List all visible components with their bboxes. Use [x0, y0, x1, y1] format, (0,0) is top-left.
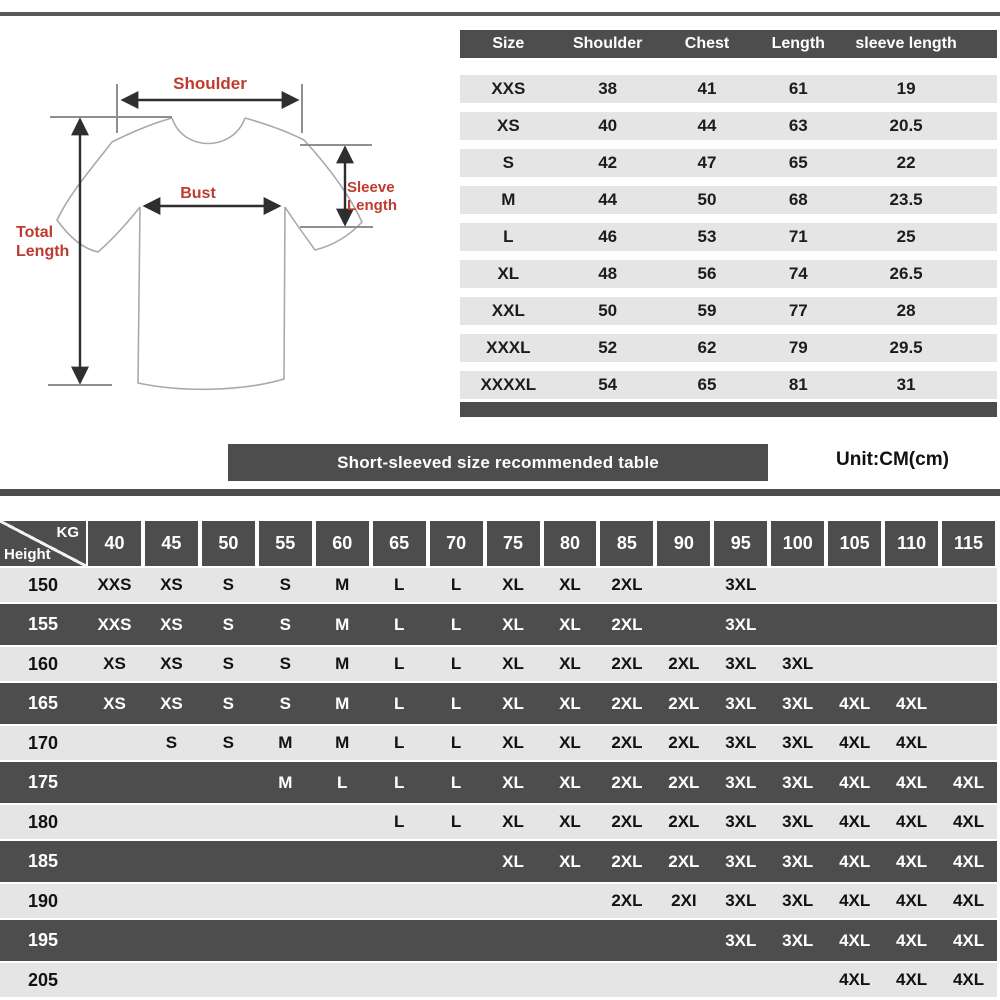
weight-column-header: 45: [145, 521, 198, 566]
fit-table-row: [0, 963, 997, 997]
size-table-cell: XXXXL: [480, 375, 537, 394]
height-row-header: 165: [27, 693, 59, 713]
recommended-size-cell: L: [393, 693, 405, 713]
height-row-header: 195: [27, 930, 59, 950]
recommended-size-cell: L: [393, 614, 405, 634]
recommended-size-cell: S: [222, 733, 235, 752]
recommended-size-cell: M: [335, 693, 350, 713]
fit-table-row: [0, 884, 997, 918]
recommended-size-cell: XL: [502, 575, 524, 594]
recommended-size-cell: 2XL: [611, 575, 643, 594]
recommended-size-cell: 4XL: [896, 693, 928, 713]
recommended-size-cell: XL: [559, 614, 581, 634]
recommended-size-cell: S: [279, 614, 291, 634]
recommended-size-cell: 3XL: [725, 891, 757, 910]
recommended-size-cell: 4XL: [896, 851, 928, 871]
size-table-cell: 62: [697, 338, 717, 357]
size-table-cell: 19: [896, 79, 916, 98]
size-table-row: [460, 334, 997, 362]
recommended-size-cell: 3XL: [782, 851, 814, 871]
recommended-size-cell: XL: [502, 733, 524, 752]
recommended-size-cell: 4XL: [952, 930, 985, 950]
recommended-table-title-banner: [228, 444, 768, 481]
size-table-cell: 25: [896, 227, 916, 246]
recommended-size-cell: 3XL: [782, 930, 814, 950]
recommended-size-cell: 4XL: [839, 812, 871, 831]
weight-column-header: 100: [771, 521, 824, 566]
size-table-cell: XS: [496, 116, 520, 135]
size-table-cell: 74: [788, 264, 808, 283]
recommended-size-cell: 2XL: [611, 891, 643, 910]
recommended-size-cell: 3XL: [725, 575, 757, 594]
bust-measure-label: Bust: [180, 185, 216, 202]
size-table-cell: XXL: [491, 301, 525, 320]
recommended-size-cell: XS: [160, 693, 183, 713]
recommended-size-cell: 4XL: [952, 772, 985, 792]
recommended-size-cell: 4XL: [839, 733, 871, 752]
banner-title: Short-sleeved size recommended table: [337, 452, 659, 472]
size-table-cell: 53: [697, 227, 717, 246]
recommended-size-cell: 3XL: [782, 654, 814, 673]
recommended-size-cell: S: [279, 654, 291, 673]
size-table-row: [460, 149, 997, 177]
recommended-size-cell: 4XL: [896, 970, 928, 989]
height-row-header: 155: [27, 614, 59, 634]
recommended-size-cell: 2XL: [611, 654, 643, 673]
height-corner-label: Height: [4, 546, 51, 563]
size-table-cell: 20.5: [889, 116, 923, 135]
recommended-size-cell: XL: [502, 851, 524, 871]
weight-column-header: 40: [88, 521, 141, 566]
recommended-size-cell: S: [222, 693, 235, 713]
recommended-size-cell: S: [222, 575, 235, 594]
weight-column-header: 60: [316, 521, 369, 566]
recommended-size-cell: 4XL: [839, 970, 871, 989]
size-table-body: [460, 75, 997, 399]
recommended-size-cell: XS: [160, 654, 183, 673]
recommended-size-cell: 3XL: [725, 812, 757, 831]
recommended-size-cell: 4XL: [896, 733, 928, 752]
size-table-cell: 23.5: [889, 190, 923, 209]
recommended-size-cell: XL: [559, 851, 581, 871]
recommended-size-cell: L: [337, 772, 348, 792]
recommended-size-cell: 4XL: [896, 930, 928, 950]
size-column-header: Length: [771, 35, 825, 52]
size-table-cell: 44: [697, 116, 717, 135]
size-table-cell: 61: [788, 79, 808, 98]
size-table-cell: 77: [788, 301, 808, 320]
sleeve-length-measure-label: Sleeve Length: [347, 179, 397, 214]
recommended-size-cell: 2XL: [668, 772, 700, 792]
recommended-size-cell: XL: [559, 812, 581, 831]
height-row-header: 205: [27, 969, 59, 990]
recommended-size-cell: 4XL: [839, 851, 871, 871]
recommended-size-cell: 4XL: [896, 812, 928, 831]
recommended-size-cell: 4XL: [839, 930, 871, 950]
size-column-header: Shoulder: [572, 35, 643, 52]
recommended-size-cell: 2XL: [668, 812, 700, 831]
recommended-size-cell: 3XL: [725, 930, 757, 950]
recommended-size-cell: S: [279, 575, 291, 594]
recommended-size-cell: 2XI: [671, 891, 697, 910]
recommended-size-cell: XS: [160, 614, 183, 634]
recommended-size-cell: 4XL: [839, 891, 871, 910]
recommended-size-cell: S: [222, 654, 235, 673]
size-table-cell: 50: [697, 190, 717, 209]
recommended-size-cell: 3XL: [782, 693, 814, 713]
weight-column-header: 80: [544, 521, 597, 566]
height-row-header: 160: [27, 653, 59, 674]
recommended-size-cell: L: [450, 654, 462, 673]
recommended-size-cell: XL: [559, 693, 581, 713]
recommended-size-cell: L: [393, 772, 405, 792]
size-table-cell: L: [503, 227, 514, 246]
recommended-size-cell: L: [393, 812, 405, 831]
size-table-cell: 38: [598, 79, 618, 98]
size-table-header: [460, 30, 997, 58]
weight-column-header: 105: [828, 521, 881, 566]
size-table-cell: 48: [598, 264, 618, 283]
recommended-size-cell: 4XL: [952, 970, 985, 989]
recommended-size-cell: 2XL: [668, 733, 700, 752]
middle-divider-line: [0, 489, 1000, 496]
recommended-size-cell: 2XL: [668, 851, 700, 871]
recommended-size-cell: L: [393, 733, 405, 752]
size-table-cell: XXS: [491, 79, 526, 98]
height-row-header: 170: [27, 732, 59, 753]
height-row-header: 185: [27, 851, 59, 871]
recommended-size-cell: L: [450, 614, 462, 634]
recommended-size-cell: M: [278, 772, 293, 792]
size-table-row: [460, 223, 997, 251]
size-table-cell: 52: [598, 338, 618, 357]
kg-corner-label: KG: [56, 524, 79, 541]
recommended-size-cell: 3XL: [725, 851, 757, 871]
recommended-size-cell: L: [393, 654, 405, 673]
recommended-size-cell: L: [450, 812, 462, 831]
size-table-cell: 31: [896, 375, 916, 394]
fit-table-row: [0, 683, 997, 724]
size-table-cell: 59: [697, 301, 717, 320]
height-row-header: 190: [27, 890, 59, 911]
recommended-size-cell: 3XL: [725, 733, 757, 752]
recommended-size-cell: 2XL: [611, 772, 643, 792]
recommended-size-cell: 3XL: [725, 614, 757, 634]
size-table-cell: 50: [598, 301, 618, 320]
size-table-footer-bar: [460, 402, 997, 417]
recommended-size-cell: XXS: [97, 614, 132, 634]
size-table-cell: 56: [697, 264, 717, 283]
size-table-cell: 79: [788, 338, 808, 357]
fit-table-header: [0, 521, 997, 566]
recommended-size-cell: 2XL: [668, 654, 700, 673]
recommended-size-cell: XL: [559, 733, 581, 752]
size-table-cell: 42: [598, 153, 618, 172]
recommended-size-cell: XS: [103, 654, 126, 673]
size-table-cell: 68: [788, 190, 808, 209]
size-table-cell: 54: [598, 375, 618, 394]
unit-label: Unit:CM(cm): [836, 449, 949, 470]
size-table-cell: 47: [697, 153, 717, 172]
recommended-size-cell: 2XL: [611, 614, 643, 634]
size-table-cell: 46: [598, 227, 618, 246]
weight-column-header: 65: [373, 521, 426, 566]
recommended-size-cell: 4XL: [952, 812, 985, 831]
height-weight-fit-table: [0, 521, 997, 999]
recommended-size-cell: 2XL: [611, 812, 643, 831]
size-table-cell: 26.5: [889, 264, 923, 283]
fit-table-row: [0, 805, 997, 839]
recommended-size-cell: L: [450, 575, 462, 594]
weight-column-header: 110: [885, 521, 938, 566]
fit-table-row: [0, 604, 997, 645]
recommended-size-cell: L: [450, 693, 462, 713]
size-column-header: Size: [492, 35, 525, 52]
recommended-size-cell: 2XL: [668, 693, 700, 713]
recommended-size-cell: 4XL: [839, 693, 871, 713]
size-table-row: [460, 260, 997, 288]
total-length-measure-label: Total Length: [16, 224, 70, 260]
recommended-size-cell: XS: [103, 693, 126, 713]
size-table-cell: 22: [896, 153, 916, 172]
weight-column-header: 70: [430, 521, 483, 566]
recommended-size-cell: L: [450, 772, 462, 792]
weight-column-header: 90: [657, 521, 710, 566]
size-table-cell: XXXL: [486, 338, 531, 357]
recommended-size-cell: XL: [559, 772, 581, 792]
fit-table-row: [0, 841, 997, 882]
tshirt-measurement-diagram: [0, 15, 460, 430]
kg-height-corner-cell: [0, 521, 86, 566]
weight-column-header: 55: [259, 521, 312, 566]
recommended-size-cell: XL: [559, 575, 581, 594]
recommended-size-cell: 4XL: [896, 891, 928, 910]
size-table-row: [460, 186, 997, 214]
height-row-header: 150: [27, 574, 59, 595]
size-table-cell: S: [502, 153, 514, 172]
weight-column-header: 85: [600, 521, 653, 566]
size-table-row: [460, 297, 997, 325]
recommended-size-cell: S: [165, 733, 178, 752]
recommended-size-cell: 3XL: [782, 891, 814, 910]
recommended-size-cell: XXS: [97, 575, 132, 594]
size-table-cell: 65: [697, 375, 717, 394]
fit-table-row: [0, 568, 997, 602]
recommended-size-cell: 3XL: [725, 772, 757, 792]
size-table-cell: 29.5: [889, 338, 923, 357]
size-column-header: Chest: [684, 35, 730, 52]
recommended-size-cell: 3XL: [782, 812, 814, 831]
recommended-size-cell: 4XL: [839, 772, 871, 792]
recommended-size-cell: 2XL: [611, 851, 643, 871]
recommended-size-cell: M: [335, 614, 350, 634]
size-table-cell: 71: [788, 227, 808, 246]
size-column-header: sleeve length: [855, 35, 957, 52]
recommended-size-cell: 2XL: [611, 693, 643, 713]
recommended-size-cell: XS: [160, 575, 183, 594]
size-table-cell: M: [501, 190, 516, 209]
size-table-row: [460, 371, 997, 399]
garment-size-table: [460, 30, 997, 417]
recommended-size-cell: 3XL: [725, 693, 757, 713]
recommended-size-cell: 3XL: [782, 733, 814, 752]
recommended-size-cell: 4XL: [896, 772, 928, 792]
recommended-size-cell: L: [393, 575, 405, 594]
size-table-row: [460, 112, 997, 140]
size-table-cell: 41: [697, 79, 717, 98]
recommended-size-cell: M: [335, 575, 350, 594]
recommended-size-cell: S: [279, 693, 291, 713]
weight-column-header: 95: [714, 521, 767, 566]
fit-table-row: [0, 726, 997, 760]
recommended-size-cell: XL: [502, 614, 524, 634]
fit-table-row: [0, 920, 997, 961]
recommended-size-cell: XL: [502, 654, 524, 673]
height-row-header: 175: [27, 772, 59, 792]
height-row-header: 180: [27, 811, 59, 832]
size-table-cell: XL: [497, 264, 520, 283]
recommended-size-cell: XL: [559, 654, 581, 673]
shoulder-measure-label: Shoulder: [173, 74, 247, 93]
recommended-size-cell: L: [450, 733, 462, 752]
recommended-size-cell: 4XL: [952, 891, 985, 910]
recommended-size-cell: M: [335, 654, 350, 673]
size-table-cell: 44: [598, 190, 618, 209]
recommended-size-cell: XL: [502, 693, 524, 713]
size-table-cell: 81: [788, 375, 808, 394]
recommended-size-cell: 3XL: [782, 772, 814, 792]
size-table-cell: 65: [788, 153, 808, 172]
size-table-row: [460, 75, 997, 103]
weight-column-header: 75: [487, 521, 540, 566]
fit-table-body: [0, 568, 997, 997]
recommended-size-cell: M: [278, 733, 293, 752]
weight-column-header: 50: [202, 521, 255, 566]
size-table-cell: 63: [788, 116, 808, 135]
recommended-size-cell: 3XL: [725, 654, 757, 673]
size-table-cell: 28: [896, 301, 916, 320]
recommended-size-cell: 2XL: [611, 733, 643, 752]
recommended-size-cell: XL: [502, 772, 524, 792]
recommended-size-cell: XL: [502, 812, 524, 831]
recommended-size-cell: M: [335, 733, 350, 752]
recommended-size-cell: 4XL: [952, 851, 985, 871]
recommended-size-cell: S: [222, 614, 235, 634]
size-table-cell: 40: [598, 116, 618, 135]
fit-table-row: [0, 647, 997, 681]
weight-column-header: 115: [942, 521, 995, 566]
fit-table-row: [0, 762, 997, 803]
